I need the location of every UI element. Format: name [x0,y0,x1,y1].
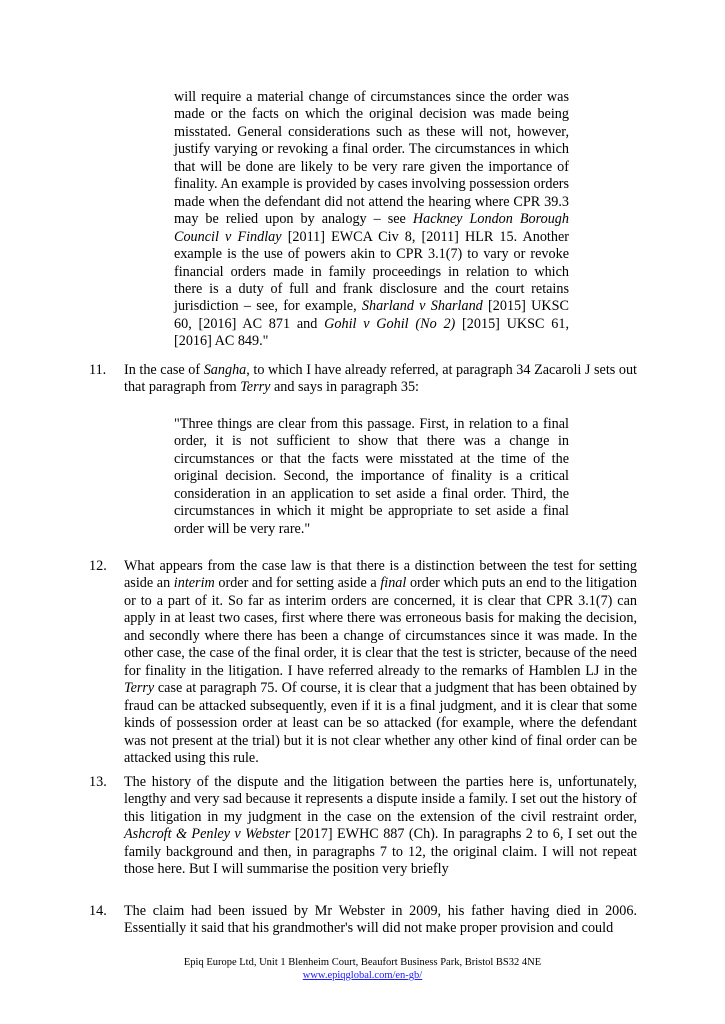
paragraph-text: [2017] EWHC 887 (Ch). In paragraphs 2 to 6, I set out the family background and then, in paragraphs 7 to 12, the original claim. I will not repeat those here. But I will summarise the position very briefly [124,826,637,878]
case-name: Hackney London Borough Council v Findlay [174,211,569,245]
paragraph-text: order which puts an end to the litigation or to a part of it. So far as interim orders are concerned, it is clear that CPR 3.1(7) can apply in at least two cases, first where there was erroneous basis for making the decision, and secondly where there has been a change of circumstances since it was made. In the other case, the case of the final order, it is clear that the test is stricter, because of the need for finality in the litigation. I have referred already to the remarks of Hamblen LJ in the [124,575,637,679]
quoted-passage-sangha [174,416,569,538]
case-name: Sangha [203,362,247,378]
paragraph-text: The claim had been issued by Mr Webster in 2009, his father having died in 2006. Essentially it said that his grandmother's will did not make proper provision and could [124,903,637,937]
footer-address: Epiq Europe Ltd, Unit 1 Blenheim Court, Beaufort Business Park, Bristol BS32 4NE [183,957,542,968]
case-name: Sharland v Sharland [361,298,483,315]
quoted-passage-terry [174,89,569,351]
paragraph-11 [124,362,637,397]
paragraph-text: and says in paragraph 35: [270,379,419,396]
emphasis: interim [173,575,215,592]
paragraph-number: 11. [89,362,107,378]
emphasis: final [380,575,407,592]
paragraph-text: case at paragraph 75. Of course, it is clear that a judgment that has been obtained by fraud can be attacked subsequently, even if it is a final judgment, and it is clear that some kinds of possession order at least can be so attacked (for example, where the defendant was not present at the trial) but it is not clear whether any other kind of final order can be attacked using this rule. [124,680,637,766]
paragraph-13 [124,774,637,879]
paragraph-number: 12. [89,558,107,574]
paragraph-text: , to which I have already referred, at paragraph 34 Zacaroli J sets out that paragraph from [124,362,637,396]
paragraph-12 [124,558,637,767]
paragraph-14 [124,903,637,938]
page-footer [0,956,725,982]
paragraph-text: What appears from the case law is that there is a distinction between the test for setting aside an [124,558,637,592]
quote-text: will require a material change of circumstances since the order was made or the facts on which the original decision was made being misstated. General considerations such as these will not, however, justify varying or revoking a final order. The circumstances in which that will be done are likely to be very rare given the importance of finality. An example is provided by cases involving possession orders made when the defendant did not attend the hearing where CPR 39.3 may be relied upon by analogy – see [174,89,569,228]
case-name: Gohil v Gohil (No 2) [324,315,456,332]
case-name: Ashcroft & Penley v Webster [124,826,291,843]
quote-text: [2015] UKSC 60, [2016] AC 871 and [174,298,569,332]
case-name: Terry [240,379,271,396]
paragraph-text: The history of the dispute and the litigation between the parties here is, unfortunately, lengthy and very sad because it represents a dispute inside a family. I set out the history of this litigation in my judgment in the case on the extension of the civil restraint order, [124,774,637,825]
paragraph-number: 14. [89,903,107,919]
quote-text: [2015] UKSC 61, [2016] AC 849." [174,315,570,350]
case-name: Terry [124,680,155,697]
paragraph-text: In the case of [124,362,204,378]
paragraph-text: order and for setting aside a [214,575,381,592]
footer-link[interactable]: www.epiqglobal.com/en-gb/ [302,970,423,981]
quote-text: "Three things are clear from this passage. First, in relation to a final order, it is not sufficient to show that there was a change in circumstances or that the facts were misstated at the time of the original decision. Second, the importance of finality is a critical consideration in an application to set aside a final order. Third, the circumstances in which it might be appropriate to set aside a final order will be very rare." [174,416,569,537]
paragraph-number: 13. [89,774,107,790]
quote-text: [2011] EWCA Civ 8, [2011] HLR 15. Another example is the use of powers akin to CPR 3.1(7) to vary or revoke financial orders made in family proceedings in relation to which there is a duty of full and frank disclosure and the court retains jurisdiction – see, for example, [174,228,569,315]
